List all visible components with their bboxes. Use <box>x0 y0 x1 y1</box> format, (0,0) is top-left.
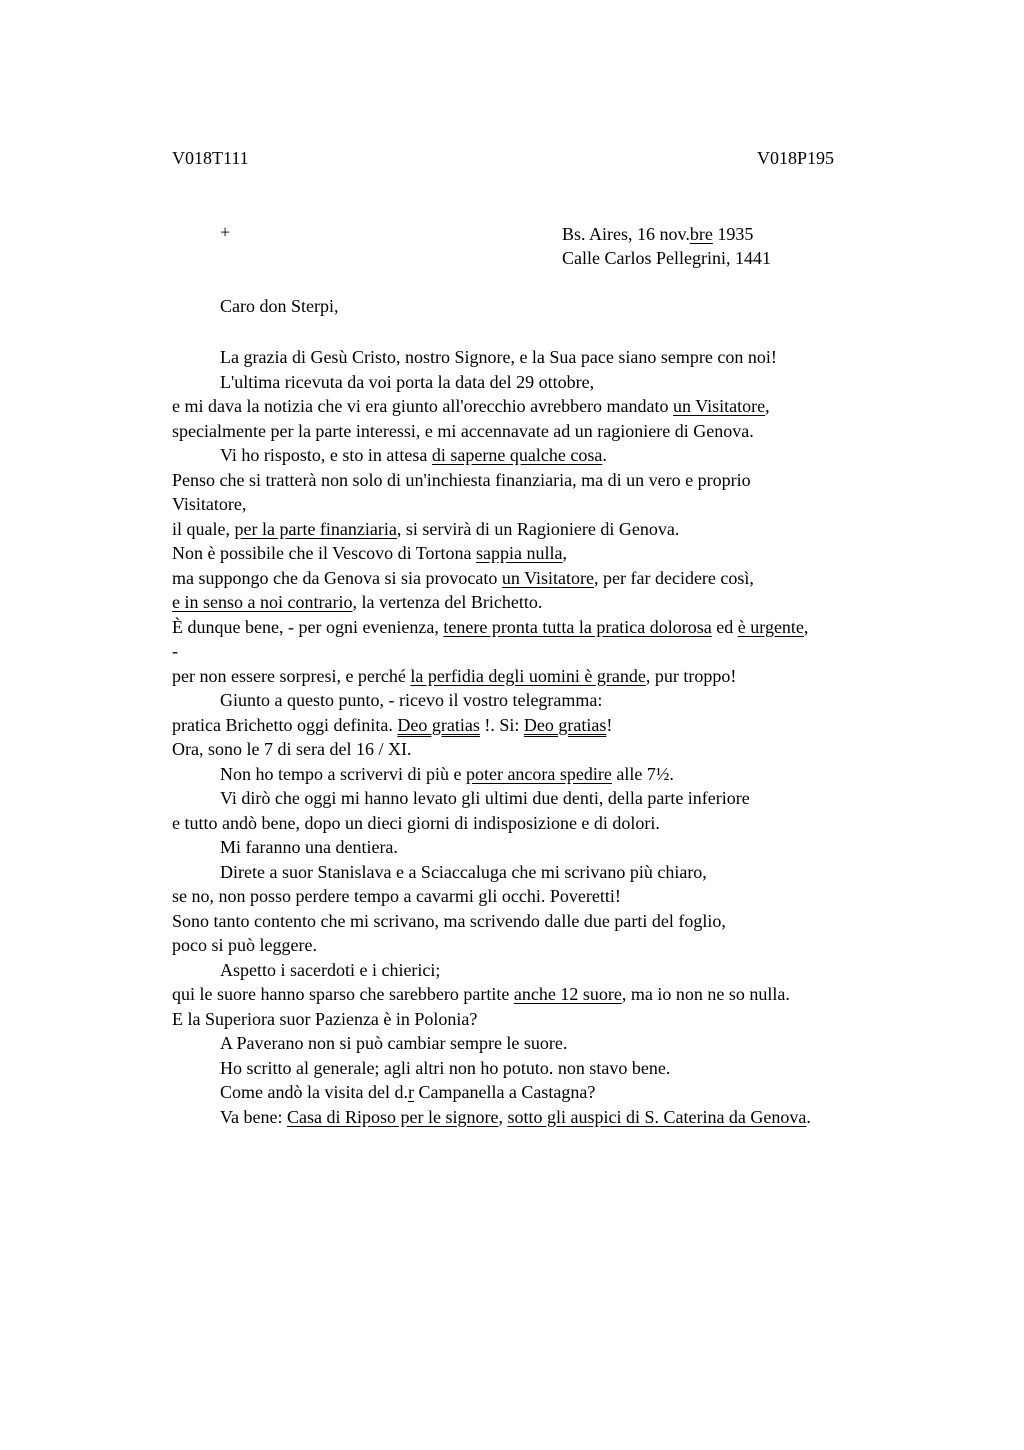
underlined-text: Deo gratias <box>397 714 480 735</box>
line-text: ed <box>711 616 738 637</box>
line-text: E la Superiora suor Pazienza è in Polonia? <box>172 1008 478 1029</box>
line-text: Giunto a questo punto, - ricevo il vostro telegramma: <box>220 690 603 710</box>
letter-line <box>172 737 912 762</box>
underlined-text: un Visitatore <box>501 567 594 588</box>
letter-line <box>172 688 912 713</box>
letter-line <box>172 811 912 836</box>
line-text: Non è possibile che il Vescovo di Tortona <box>172 543 477 563</box>
underlined-text: r <box>407 1082 414 1102</box>
letter-line <box>172 860 912 885</box>
line-text: , <box>562 543 568 563</box>
line-text: ma suppongo che da Genova si sia provocato <box>172 567 502 588</box>
line-text: Vi ho risposto, e sto in attesa <box>220 445 432 465</box>
line-text: , <box>498 1106 508 1127</box>
letter-line <box>172 982 912 1007</box>
letter-line <box>172 1031 912 1056</box>
line-text: , la vertenza del Brichetto. <box>352 592 543 612</box>
line-text: Visitatore, <box>172 494 247 514</box>
line-text: Direte a suor Stanislava e a Sciaccaluga che mi scrivano più chiaro, <box>220 861 707 882</box>
underlined-text: sappia nulla <box>476 543 563 563</box>
line-text: specialmente per la parte interessi, e mi accennavate ad un ragioniere di Genova. <box>172 420 754 441</box>
underlined-text: tenere pronta tutta la pratica dolorosa <box>443 616 712 637</box>
letter-line <box>172 664 912 689</box>
line-text: e mi dava la notizia che vi era giunto all'orecchio avrebbero mandato <box>172 396 674 416</box>
underlined-text: sotto gli auspici di S. Caterina da Genova <box>507 1106 807 1127</box>
letter-line <box>172 1080 912 1105</box>
line-text: È dunque bene, - per ogni evenienza, <box>172 616 444 637</box>
date-year: 1935 <box>712 224 754 244</box>
underlined-text: poter ancora spedire <box>465 763 612 784</box>
letter-line <box>172 762 912 787</box>
line-text: !. Si: <box>479 714 524 735</box>
line-text: A Paverano non si può cambiar sempre le suore. <box>220 1033 568 1053</box>
underlined-text: un Visitatore <box>673 396 766 416</box>
line-text: Ora, sono le 7 di sera del 16 / XI. <box>172 739 412 759</box>
letter-line <box>172 370 912 395</box>
line-text: , <box>803 616 809 637</box>
letter-line <box>172 394 912 419</box>
letter-line <box>172 443 912 468</box>
line-text: , <box>765 396 770 416</box>
line-text: ! <box>606 714 613 735</box>
line-text: qui le suore hanno sparso che sarebbero partite <box>172 984 514 1004</box>
line-text: Come andò la visita del d. <box>220 1082 408 1102</box>
letter-line <box>172 713 912 738</box>
line-text: Non ho tempo a scrivervi di più e <box>220 763 466 784</box>
letter-line <box>172 1056 912 1081</box>
line-text: Sono tanto contento che mi scrivano, ma scrivendo dalle due parti del foglio, <box>172 910 726 931</box>
line-text: . <box>806 1106 811 1127</box>
line-text: Ho scritto al generale; agli altri non ho potuto. non stavo bene. <box>220 1057 671 1078</box>
letter-line <box>172 517 912 542</box>
letter-line <box>172 419 912 444</box>
letter-line <box>172 884 912 909</box>
letter-line <box>172 492 912 517</box>
line-text: , ma io non ne so nulla. <box>621 984 790 1004</box>
line-text: Penso che si tratterà non solo di un'inchiesta finanziaria, ma di un vero e proprio <box>172 469 751 490</box>
letter-body <box>172 345 912 1129</box>
date-month-suffix: bre <box>689 224 713 244</box>
line-text: La grazia di Gesù Cristo, nostro Signore, e la Sua pace siano sempre con noi! <box>220 347 777 367</box>
line-text: , si servirà di un Ragioniere di Genova. <box>396 518 680 539</box>
letter-line <box>172 566 912 591</box>
letter-line <box>172 909 912 934</box>
cross-symbol: + <box>220 222 231 242</box>
document-code-right: V018P195 <box>757 148 835 168</box>
line-text: pratica Brichetto oggi definita. <box>172 714 398 735</box>
date-prefix: Bs. Aires, 16 nov. <box>562 224 690 244</box>
line-text: e tutto andò bene, dopo un dieci giorni di indisposizione e di dolori. <box>172 812 660 833</box>
letter-line <box>172 1007 912 1032</box>
underlined-text: è urgente <box>737 616 804 637</box>
line-text: - <box>172 641 178 661</box>
line-text: Mi faranno una dentiera. <box>220 837 398 857</box>
date-line <box>562 222 771 246</box>
document-code-left: V018T111 <box>172 148 249 168</box>
line-text: Campanella a Castagna? <box>413 1082 596 1102</box>
underlined-text: la perfidia degli uomini è grande <box>410 665 646 686</box>
line-text: , pur troppo! <box>645 665 737 686</box>
underlined-text: per la parte finanziaria <box>234 518 397 539</box>
line-text: Vi dirò che oggi mi hanno levato gli ultimi due denti, della parte inferiore <box>220 788 750 808</box>
line-text: Aspetto i sacerdoti e i chierici; <box>220 959 441 980</box>
place-date-block <box>562 222 771 270</box>
address-line: Calle Carlos Pellegrini, 1441 <box>562 248 771 268</box>
line-text: se no, non posso perdere tempo a cavarmi gli occhi. Poveretti! <box>172 886 621 906</box>
line-text: alle 7½. <box>611 763 674 784</box>
letter-line <box>172 345 912 370</box>
underlined-text: Casa di Riposo per le signore <box>286 1106 499 1127</box>
letter-line <box>172 639 912 664</box>
letter-line <box>172 933 912 958</box>
letter-line <box>172 468 912 493</box>
letter-line <box>172 590 912 615</box>
underlined-text: Deo gratias <box>523 714 607 735</box>
line-text: L'ultima ricevuta da voi porta la data del 29 ottobre, <box>220 371 595 392</box>
letter-line <box>172 615 912 640</box>
letter-line <box>172 541 912 566</box>
underlined-text: e in senso a noi contrario <box>172 592 353 612</box>
letter-line <box>172 835 912 860</box>
letter-line <box>172 1105 912 1130</box>
line-text: il quale, <box>172 518 235 539</box>
line-text: per non essere sorpresi, e perché <box>172 665 411 686</box>
letter-line <box>172 958 912 983</box>
line-text: . <box>602 445 607 465</box>
salutation: Caro don Sterpi, <box>220 296 339 316</box>
underlined-text: anche 12 suore <box>513 984 622 1004</box>
letter-line <box>172 786 912 811</box>
line-text: Va bene: <box>220 1106 287 1127</box>
underlined-text: di saperne qualche cosa <box>431 445 603 465</box>
line-text: poco si può leggere. <box>172 935 317 955</box>
line-text: , per far decidere così, <box>594 567 754 588</box>
